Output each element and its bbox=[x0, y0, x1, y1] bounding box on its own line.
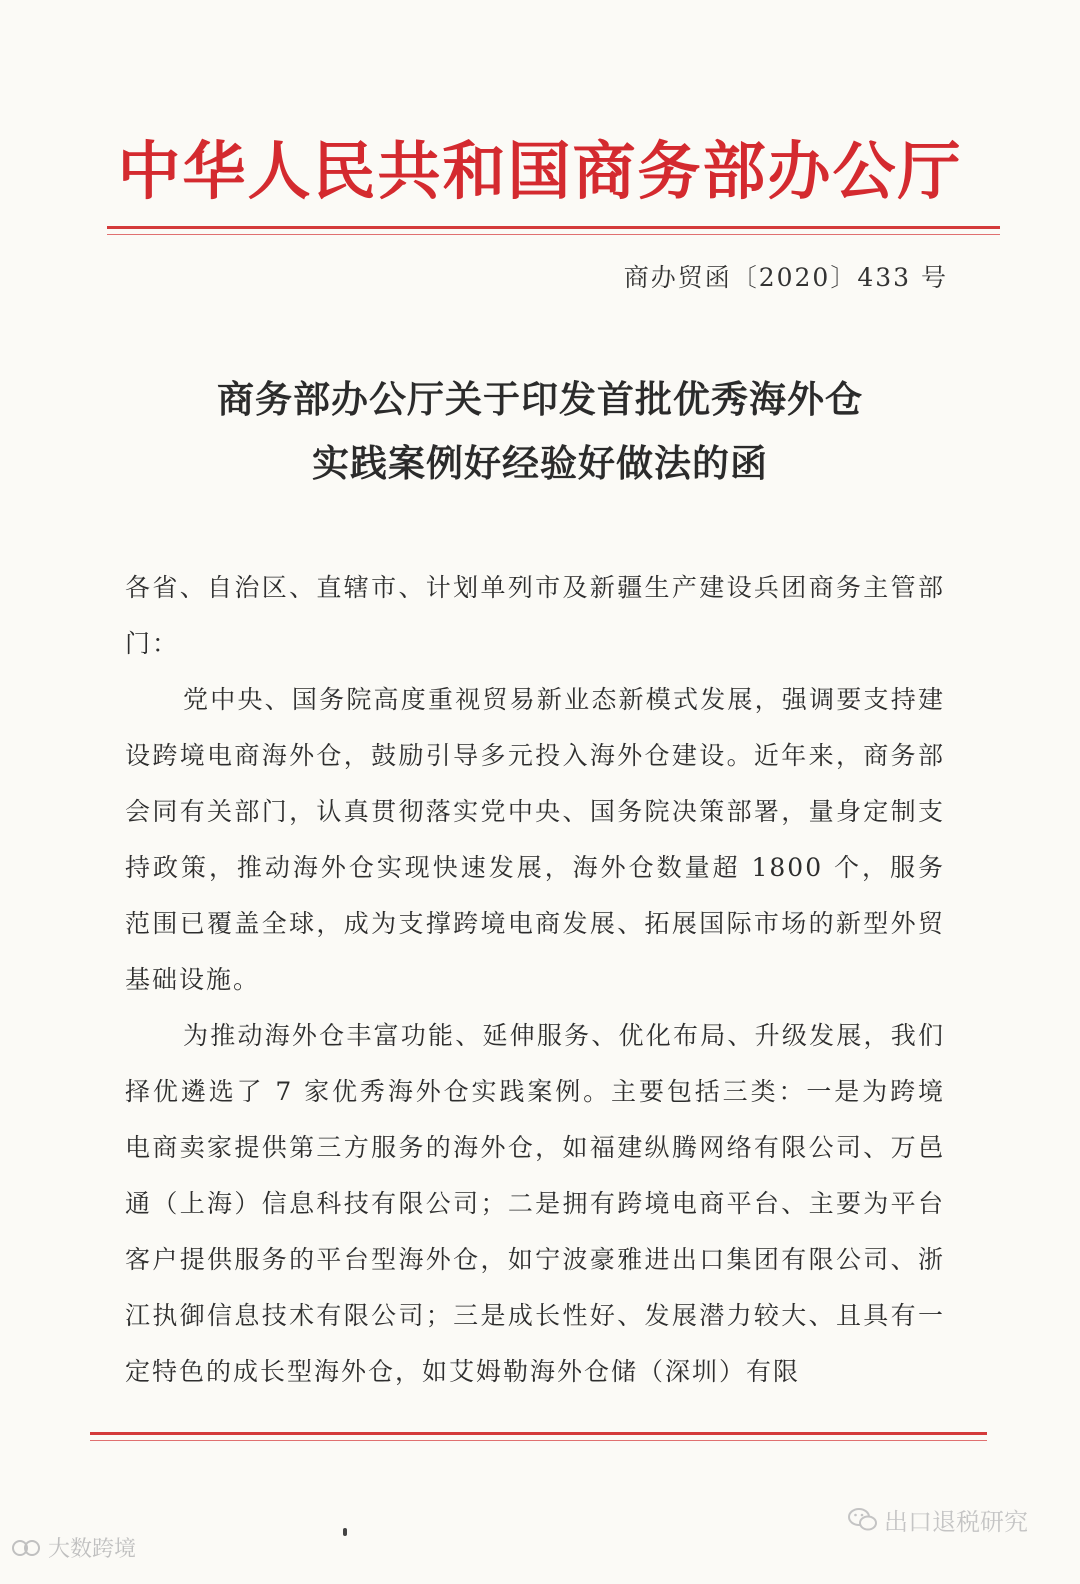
footer-rule-thick bbox=[90, 1432, 987, 1435]
footer-rule-thin bbox=[90, 1440, 987, 1441]
letterhead-title: 中华人民共和国商务部办公厅 bbox=[117, 135, 963, 208]
salutation: 各省、自治区、直辖市、计划单列市及新疆生产建设兵团商务主管部门： bbox=[125, 573, 945, 658]
letterhead-rule-thin bbox=[107, 234, 1000, 235]
watermark-left bbox=[12, 1532, 136, 1563]
document-number: 商办贸函〔2020〕433 号 bbox=[623, 263, 948, 292]
watermark-right-text: 出口退税研究 bbox=[884, 1508, 1028, 1536]
document-title-line-2: 实践案例好经验好做法的函 bbox=[312, 442, 768, 485]
watermark-right bbox=[848, 1502, 1028, 1537]
logo-icon bbox=[12, 1537, 42, 1559]
letterhead-rule-thick bbox=[107, 226, 1000, 229]
paragraph-2: 为推动海外仓丰富功能、延伸服务、优化布局、升级发展，我们择优遴选了 7 家优秀海外仓实践案例。主要包括三类：一是为跨境电商卖家提供第三方服务的海外仓，如福建纵腾网络有限公司、万邑通（上海）信息科技有限公司；二是拥有跨境电商平台、主要为平台客户提供服务的平台型海外仓，如宁波豪雅进出口集团有限公司、浙江执御信息技术有限公司；三是成长性好、发展潜力较大、且具有一定特色的成长型海外仓，如艾姆勒海外仓储（深圳）有限 bbox=[125, 1021, 945, 1386]
document-title bbox=[0, 368, 1080, 496]
wechat-icon bbox=[848, 1507, 878, 1533]
page-mark bbox=[343, 1528, 347, 1536]
document-title-line-1: 商务部办公厅关于印发首批优秀海外仓 bbox=[217, 378, 863, 421]
paragraph-1: 党中央、国务院高度重视贸易新业态新模式发展，强调要支持建设跨境电商海外仓，鼓励引导多元投入海外仓建设。近年来，商务部会同有关部门，认真贯彻落实党中央、国务院决策部署，量身定制支持政策，推动海外仓实现快速发展，海外仓数量超 1800 个，服务范围已覆盖全球，成为支撑跨境电商发展、拓展国际市场的新型外贸基础设施。 bbox=[125, 685, 945, 994]
watermark-left-text: 大数跨境 bbox=[48, 1537, 137, 1562]
document-body bbox=[125, 560, 945, 1400]
